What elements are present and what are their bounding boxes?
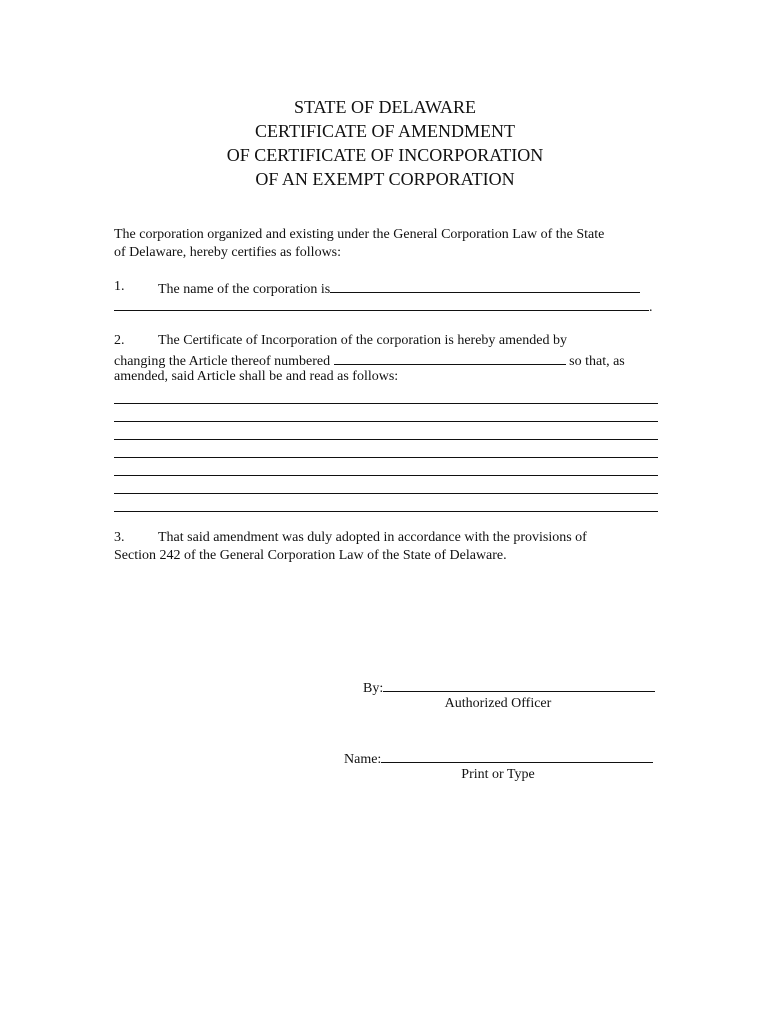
title-line-1: STATE OF DELAWARE	[293, 97, 477, 117]
section-3	[114, 529, 658, 565]
by-label: By:	[363, 681, 384, 696]
intro-paragraph	[114, 226, 658, 262]
section-1-number: 1.	[114, 279, 125, 294]
corporation-name-field[interactable]	[330, 278, 640, 293]
article-text-line[interactable]	[114, 476, 658, 494]
title-line-4: OF AN EXEMPT CORPORATION	[255, 169, 515, 189]
section-2	[114, 332, 658, 512]
intro-line-2: of Delaware, hereby certifies as follows:	[114, 245, 342, 260]
section-2-line-1: The Certificate of Incorporation of the corporation is hereby amended by	[158, 333, 567, 348]
section-1-text: The name of the corporation is	[158, 282, 331, 297]
amended-article-text-area[interactable]	[114, 386, 658, 512]
article-text-line[interactable]	[114, 458, 658, 476]
article-text-line[interactable]	[114, 386, 658, 404]
article-text-line[interactable]	[114, 422, 658, 440]
article-text-line[interactable]	[114, 404, 658, 422]
section-3-line-2: Section 242 of the General Corporation Law of the State of Delaware.	[114, 548, 507, 563]
section-2-line-3: amended, said Article shall be and read as follows:	[114, 369, 399, 384]
title-line-2: CERTIFICATE OF AMENDMENT	[255, 121, 515, 141]
section-1	[114, 278, 658, 314]
section-3-number: 3.	[114, 530, 125, 545]
print-or-type-caption: Print or Type	[461, 767, 535, 782]
document-title	[0, 95, 770, 191]
article-text-line[interactable]	[114, 494, 658, 512]
printed-name-field[interactable]	[381, 748, 653, 763]
article-number-field[interactable]	[334, 350, 566, 365]
section-1-period: .	[649, 300, 653, 315]
section-2-number: 2.	[114, 333, 125, 348]
name-label: Name:	[344, 752, 382, 767]
section-2-line-2-start: changing the Article thereof numbered	[114, 354, 331, 369]
corporation-name-field-continued[interactable]	[114, 296, 649, 311]
intro-line-1: The corporation organized and existing under the General Corporation Law of the State	[114, 227, 605, 242]
title-line-3: OF CERTIFICATE OF INCORPORATION	[226, 145, 544, 165]
authorized-officer-signature-field[interactable]	[383, 677, 655, 692]
authorized-officer-caption: Authorized Officer	[444, 696, 552, 711]
section-2-line-2-end: so that, as	[569, 354, 625, 369]
article-text-line[interactable]	[114, 440, 658, 458]
section-3-line-1: That said amendment was duly adopted in accordance with the provisions of	[158, 530, 587, 545]
